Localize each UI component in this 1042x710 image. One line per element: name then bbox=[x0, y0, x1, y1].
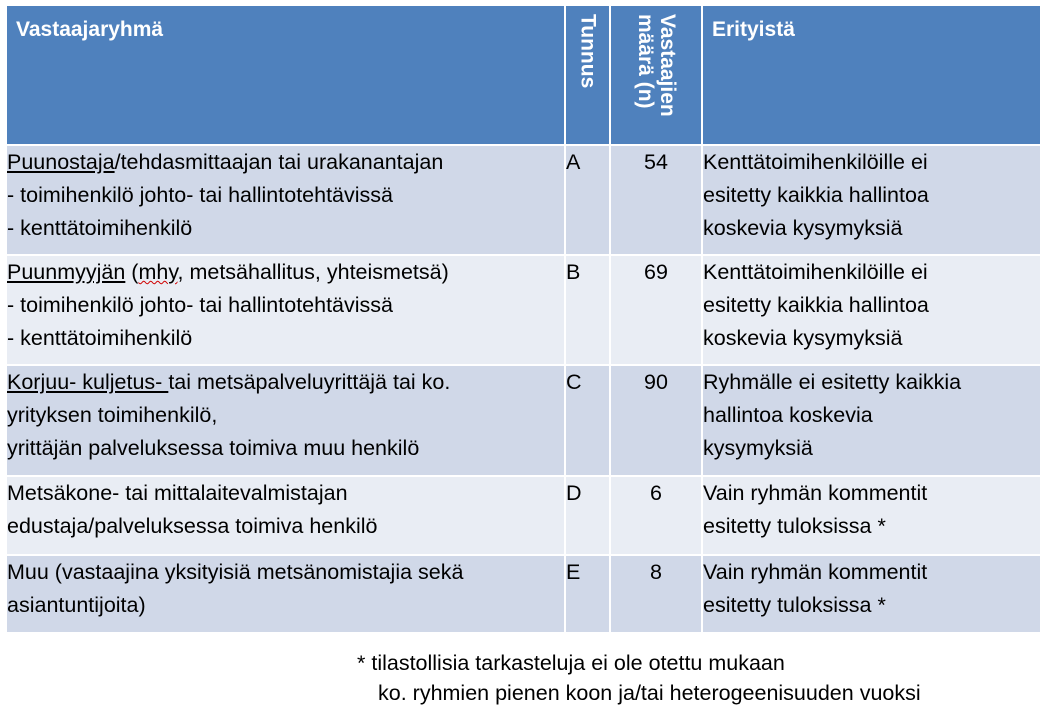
code-cell: E bbox=[565, 555, 610, 633]
group-underlined: Puunmyyjän bbox=[7, 260, 126, 284]
notes-line: Vain ryhmän kommentit bbox=[703, 481, 928, 505]
count-cell: 54 bbox=[610, 145, 702, 255]
header-notes: Erityistä bbox=[702, 5, 1041, 145]
group-line: - kenttätoimihenkilö bbox=[7, 326, 193, 350]
notes-cell bbox=[702, 365, 1041, 476]
group-text: , metsähallitus, yhteismetsä) bbox=[177, 260, 449, 284]
code-cell: D bbox=[565, 476, 610, 555]
header-count bbox=[610, 5, 702, 145]
respondent-groups-table bbox=[5, 4, 1042, 634]
group-line: Muu (vastaajina yksityisiä metsänomistajia sekä bbox=[7, 560, 464, 584]
notes-line: Ryhmälle ei esitetty kaikkia bbox=[703, 370, 962, 394]
group-line: /tehdasmittaajan tai urakanantajan bbox=[114, 150, 444, 174]
count-cell: 6 bbox=[610, 476, 702, 555]
notes-line: koskevia kysymyksiä bbox=[703, 216, 903, 240]
notes-line: Vain ryhmän kommentit bbox=[703, 560, 928, 584]
code-cell: B bbox=[565, 255, 610, 365]
header-group: Vastaajaryhmä bbox=[6, 5, 565, 145]
group-line: yrittäjän palveluksessa toimiva muu henkilö bbox=[7, 436, 420, 460]
table-header-row bbox=[6, 5, 1041, 145]
group-line: asiantuntijoita) bbox=[7, 593, 146, 617]
count-cell: 90 bbox=[610, 365, 702, 476]
group-cell bbox=[6, 145, 565, 255]
group-line: edustaja/palveluksessa toimiva henkilö bbox=[7, 514, 378, 538]
code-cell: C bbox=[565, 365, 610, 476]
notes-cell bbox=[702, 476, 1041, 555]
group-underlined: Korjuu- kuljetus- bbox=[7, 370, 169, 394]
table-row bbox=[6, 555, 1041, 633]
group-cell bbox=[6, 555, 565, 633]
notes-line: kysymyksiä bbox=[703, 436, 813, 460]
footnote-line1: * tilastollisia tarkasteluja ei ole otettu mukaan bbox=[357, 651, 785, 675]
group-line: - toimihenkilö johto- tai hallintotehtävissä bbox=[7, 293, 394, 317]
header-count-line1: Vastaajien bbox=[656, 14, 679, 117]
group-cell bbox=[6, 365, 565, 476]
notes-line: hallintoa koskevia bbox=[703, 403, 873, 427]
group-text: tai metsäpalveluyrittäjä tai ko. bbox=[168, 370, 451, 394]
notes-line: esitetty kaikkia hallintoa bbox=[703, 183, 929, 207]
table-row bbox=[6, 255, 1041, 365]
group-cell bbox=[6, 255, 565, 365]
header-count-line2: määrä (n) bbox=[634, 14, 657, 109]
group-text: ( bbox=[125, 260, 139, 284]
group-underlined: Puunostaja bbox=[7, 150, 115, 174]
notes-line: Kenttätoimihenkilöille ei bbox=[703, 150, 928, 174]
notes-line: Kenttätoimihenkilöille ei bbox=[703, 260, 928, 284]
group-line: Metsäkone- tai mittalaitevalmistajan bbox=[7, 481, 348, 505]
table-row bbox=[6, 365, 1041, 476]
notes-line: esitetty tuloksissa * bbox=[703, 593, 886, 617]
group-cell bbox=[6, 476, 565, 555]
spellcheck-word: mhy bbox=[138, 260, 178, 284]
notes-line: esitetty kaikkia hallintoa bbox=[703, 293, 929, 317]
table-row bbox=[6, 476, 1041, 555]
notes-line: koskevia kysymyksiä bbox=[703, 326, 903, 350]
count-cell: 69 bbox=[610, 255, 702, 365]
notes-cell bbox=[702, 555, 1041, 633]
count-cell: 8 bbox=[610, 555, 702, 633]
notes-cell bbox=[702, 255, 1041, 365]
header-code: Tunnus bbox=[565, 5, 610, 145]
table-row bbox=[6, 145, 1041, 255]
notes-line: esitetty tuloksissa * bbox=[703, 514, 886, 538]
group-line: - toimihenkilö johto- tai hallintotehtävissä bbox=[7, 183, 394, 207]
code-cell: A bbox=[565, 145, 610, 255]
group-line: yrityksen toimihenkilö, bbox=[7, 403, 218, 427]
footnote-line2: ko. ryhmien pienen koon ja/tai heterogeenisuuden vuoksi bbox=[378, 681, 921, 705]
group-line: - kenttätoimihenkilö bbox=[7, 216, 193, 240]
notes-cell bbox=[702, 145, 1041, 255]
